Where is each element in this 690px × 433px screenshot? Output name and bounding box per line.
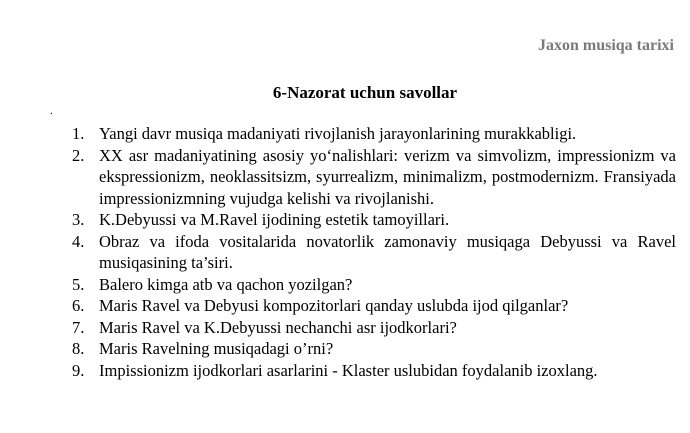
- list-item-number: 1.: [72, 124, 85, 143]
- list-item-text: K.Debyussi va M.Ravel ijodining estetik tamoyillari.: [99, 210, 450, 229]
- list-item-text: Balero kimga atb va qachon yozilgan?: [99, 274, 353, 294]
- list-item-number: 2.: [72, 145, 85, 165]
- list-item: [72, 317, 676, 339]
- list-item: [72, 274, 676, 296]
- list-item: [72, 295, 676, 317]
- list-item-number: 4.: [72, 231, 85, 251]
- list-item-text: Obraz va ifoda vositalarida novatorlik zamonaviy musiqaga Debyussi va Ravel musiqasining ta’siri.: [99, 231, 676, 272]
- list-item-text: Maris Ravel va Debyusi kompozitorlari qanday uslubda ijod qilganlar?: [99, 296, 569, 315]
- list-item-text: Maris Ravel va K.Debyussi nechanchi asr ijodkorlari?: [99, 317, 457, 337]
- page-title: 6-Nazorat uchun savollar: [272, 83, 458, 102]
- list-item: [72, 338, 676, 360]
- list-item-text: Yangi davr musiqa madaniyati rivojlanish jarayonlarining murakkabligi.: [99, 124, 577, 143]
- list-item-number: 7.: [72, 317, 85, 337]
- list-item-text: Impissionizm ijodkorlari asarlarini - Klaster uslubidan foydalanib izoxlang.: [99, 360, 598, 380]
- list-item: [72, 145, 676, 210]
- list-item-number: 6.: [72, 296, 85, 315]
- list-item-number: 8.: [72, 339, 85, 358]
- question-list: [72, 123, 676, 381]
- running-header: Jaxon musiqa tarixi: [537, 37, 674, 54]
- list-item-number: 9.: [72, 360, 85, 380]
- list-item-text: XX asr madaniyatining asosiy yo‘nalishlari: verizm va simvolizm, impressionizm va ekspressionizm, neoklassitsizm, syurrealizm, minimalizm, postmodernizm. Fransiyada impressionizmning vujudga kelishi va rivojlanishi.: [99, 145, 676, 208]
- list-item-text: Maris Ravelning musiqadagi o’rni?: [99, 339, 334, 358]
- list-item: [72, 123, 676, 145]
- stray-dot: .: [50, 105, 53, 117]
- list-item-number: 3.: [72, 210, 85, 229]
- list-item: [72, 360, 676, 382]
- list-item: [72, 231, 676, 274]
- list-item-number: 5.: [72, 274, 85, 294]
- list-item: [72, 209, 676, 231]
